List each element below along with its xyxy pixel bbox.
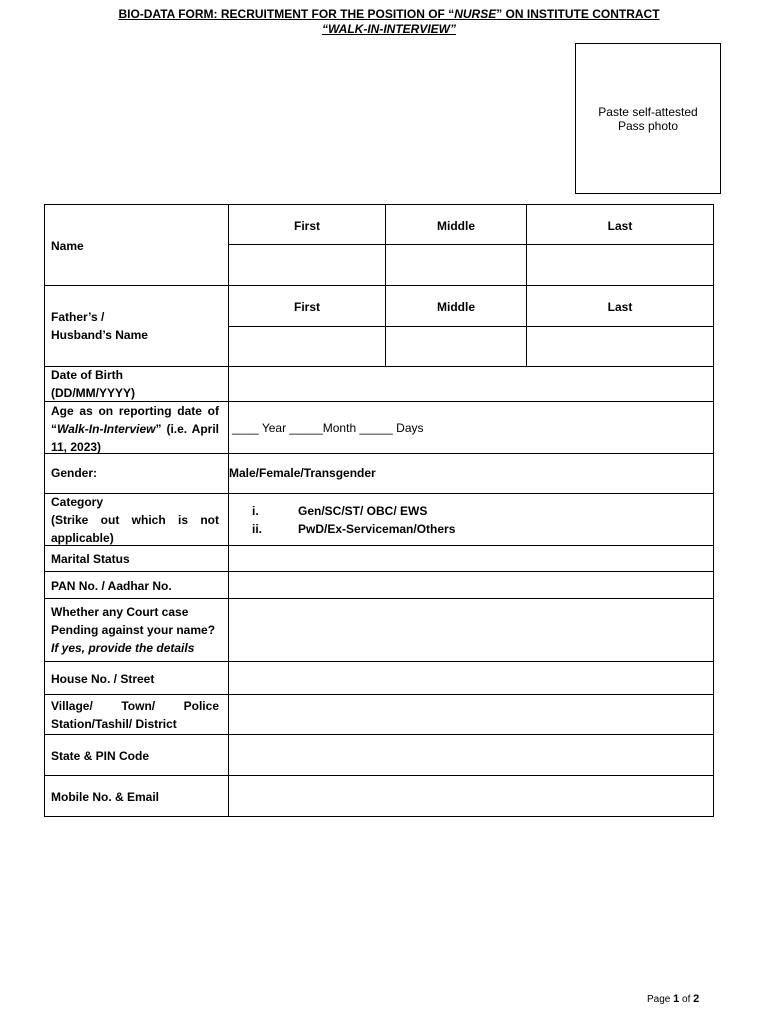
house-street-label: House No. / Street (51, 672, 155, 686)
name-middle-header: Middle (437, 219, 475, 233)
father-last-header: Last (607, 300, 633, 314)
name-middle-field[interactable] (386, 245, 526, 285)
table-border-bottom (44, 816, 714, 817)
pan-aadhar-label: PAN No. / Aadhar No. (51, 579, 172, 593)
name-last-header: Last (607, 219, 633, 233)
father-first-header: First (293, 300, 320, 314)
form-title-line1: BIO-DATA FORM: RECRUITMENT FOR THE POSITION OF “NURSE” ON INSTITUTE CONTRACT (118, 7, 660, 21)
name-label: Name (51, 239, 84, 253)
name-first-field[interactable] (229, 245, 385, 285)
page-number: Page 1 of 2 (647, 993, 700, 1005)
gender-value[interactable]: Male/Female/Transgender (229, 466, 376, 480)
father-middle-header: Middle (437, 300, 475, 314)
category-item-1-text[interactable]: Gen/SC/ST/ OBC/ EWS (298, 504, 428, 518)
form-title-line2: “WALK-IN-INTERVIEW” (322, 22, 456, 36)
house-street-field[interactable] (229, 662, 713, 694)
father-last-field[interactable] (527, 327, 713, 366)
court-case-field[interactable] (229, 599, 713, 661)
name-last-field[interactable] (527, 245, 713, 285)
age-value[interactable]: ____ Year _____Month _____ Days (232, 421, 424, 435)
table-border-left (44, 204, 45, 817)
marital-status-label: Marital Status (51, 552, 130, 566)
marital-status-field[interactable] (229, 546, 713, 571)
state-pin-field[interactable] (229, 735, 713, 775)
father-first-field[interactable] (229, 327, 385, 366)
village-town-field[interactable] (229, 695, 713, 734)
pan-aadhar-field[interactable] (229, 572, 713, 598)
table-border-right (713, 204, 714, 817)
name-first-header: First (293, 219, 320, 233)
state-pin-label: State & PIN Code (51, 749, 150, 763)
father-name-label: Father’s / Husband’s Name (51, 310, 148, 342)
age-label: Age as on reporting date of “Walk-In-Interview” (i.e. April 11, 2023) (51, 404, 219, 454)
row-divider (44, 285, 714, 286)
table-border-top (44, 204, 714, 205)
village-town-label: Village/ Town/ Police Station/Tashil/ District (51, 699, 219, 731)
dob-field[interactable] (229, 367, 713, 401)
mobile-email-field[interactable] (229, 776, 713, 816)
category-label: Category (Strike out which is not applicable) (51, 495, 219, 545)
photo-box-line1: Paste self-attested (598, 104, 698, 119)
dob-label: Date of Birth (DD/MM/YYYY) (51, 368, 135, 400)
form-title (0, 7, 770, 37)
category-item-1-num: i. (252, 504, 259, 518)
court-case-label: Whether any Court case Pending against your name? If yes, provide the details (51, 605, 216, 655)
photo-box-line2: Pass photo (617, 118, 679, 133)
father-middle-field[interactable] (386, 327, 526, 366)
category-item-2-text[interactable]: PwD/Ex-Serviceman/Others (298, 522, 456, 536)
gender-label: Gender: (51, 466, 98, 480)
mobile-email-label: Mobile No. & Email (51, 790, 160, 804)
photo-box[interactable] (575, 43, 721, 194)
category-item-2-num: ii. (252, 522, 263, 536)
